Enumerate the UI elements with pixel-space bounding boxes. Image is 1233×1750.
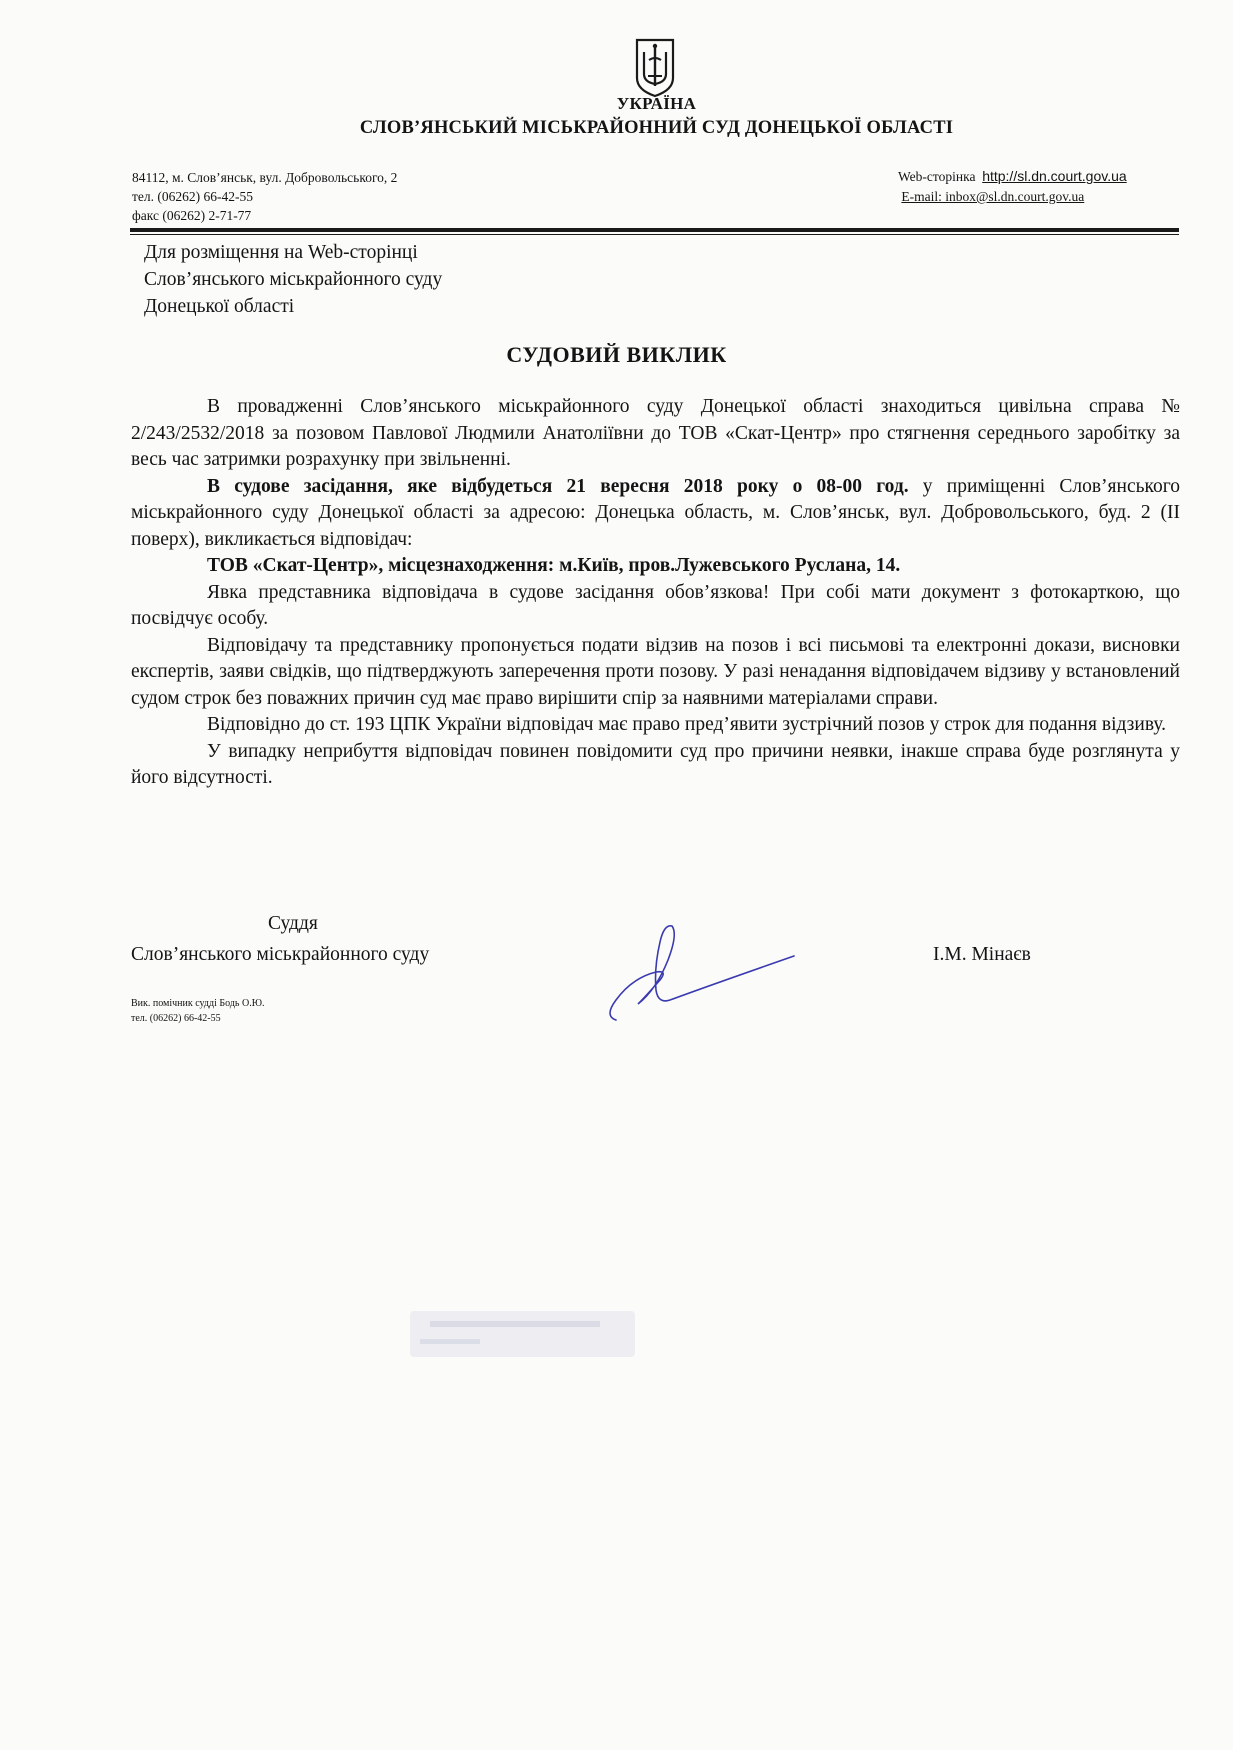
court-fax: факс (06262) 2-71-77 — [132, 208, 252, 223]
document-title: СУДОВИЙ ВИКЛИК — [506, 342, 727, 367]
signature-title: Суддя — [268, 913, 318, 934]
executor-name: Вик. помічник судді Бодь О.Ю. — [131, 998, 265, 1009]
addressee-line: Для розміщення на Web-сторінці — [144, 242, 418, 263]
executor-note — [131, 996, 264, 1026]
court-online-contacts — [898, 166, 1127, 207]
header-divider-thick — [130, 228, 1179, 232]
court-contacts — [132, 168, 397, 225]
email-link[interactable]: E-mail: inbox@sl.dn.court.gov.ua — [901, 189, 1085, 204]
web-page-line — [898, 166, 1127, 187]
response-paragraph: Відповідачу та представнику пропонується подати відзив на позов і всі письмові та електронні докази, висновки експертів, заяви свідків, що підтверджують заперечення проти позову. У разі ненадання відповідачем відзиву у встановлений судом строк без поважних причин суд має право вирішити спір за наявними матеріалами справи. — [131, 634, 1180, 709]
defendant-line: ТОВ «Скат-Центр», місцезнаходження: м.Київ, пров.Лужевського Руслана, 14. — [207, 555, 901, 576]
email-line — [898, 187, 1127, 207]
absence-paragraph: У випадку неприбуття відповідач повинен повідомити суд про причини неявки, інакше справа буде розглянута у його відсутності. — [131, 740, 1180, 788]
addressee-block — [144, 239, 442, 320]
executor-phone: тел. (06262) 66-42-55 — [131, 1013, 221, 1024]
web-page-label: Web-сторінка — [898, 169, 976, 184]
web-page-link[interactable]: http://sl.dn.court.gov.ua — [982, 168, 1127, 184]
court-address: 84112, м. Слов’янськ, вул. Добровольського, 2 — [132, 170, 398, 185]
country-heading: УКРАЇНА — [616, 94, 697, 113]
court-phone: тел. (06262) 66-42-55 — [132, 189, 253, 204]
signature-court: Слов’янського міськрайонного суду — [131, 944, 430, 965]
faded-stamp-trace — [410, 1305, 635, 1363]
attendance-paragraph: Явка представника відповідача в судове засідання обов’язкова! При собі мати документ з фотокарткою, що посвідчує особу. — [131, 581, 1180, 629]
court-name-heading: СЛОВ’ЯНСЬКИЙ МІСЬКРАЙОННИЙ СУД ДОНЕЦЬКОЇ ОБЛАСТІ — [359, 118, 954, 138]
case-paragraph: В провадженні Слов’янського міськрайонного суду Донецької області знаходиться цивільна справа № 2/243/2532/2018 за позовом Павлової Людмили Анатоліївни до ТОВ «Скат-Центр» про стягнення середнього заробітку за весь час затримки розрахунку при звільненні. — [131, 396, 1180, 470]
coat-of-arms-icon — [633, 38, 677, 98]
header-divider-thin — [130, 234, 1179, 235]
hearing-location-text: у приміщенні Слов’янського міськрайонного суду Донецької області за адресою: Донецька область, м. Слов’янськ, вул. Добровольського, буд. 2 (ІІ поверх), викликається відповідач: — [131, 475, 1180, 550]
summons-body — [131, 394, 1180, 792]
addressee-line: Слов’янського міськрайонного суду — [144, 269, 443, 290]
addressee-line: Донецької області — [144, 296, 295, 317]
judge-name: І.М. Мінаєв — [933, 944, 1031, 965]
hearing-date-text: В судове засідання, яке відбудеться 21 вересня 2018 року о 08-00 год. — [207, 475, 909, 497]
counterclaim-paragraph: Відповідно до ст. 193 ЦПК України відповідач має право пред’явити зустрічний позов у строк для подання відзиву. — [207, 714, 1167, 735]
handwritten-signature — [598, 920, 798, 1030]
hearing-paragraph — [131, 474, 1180, 554]
